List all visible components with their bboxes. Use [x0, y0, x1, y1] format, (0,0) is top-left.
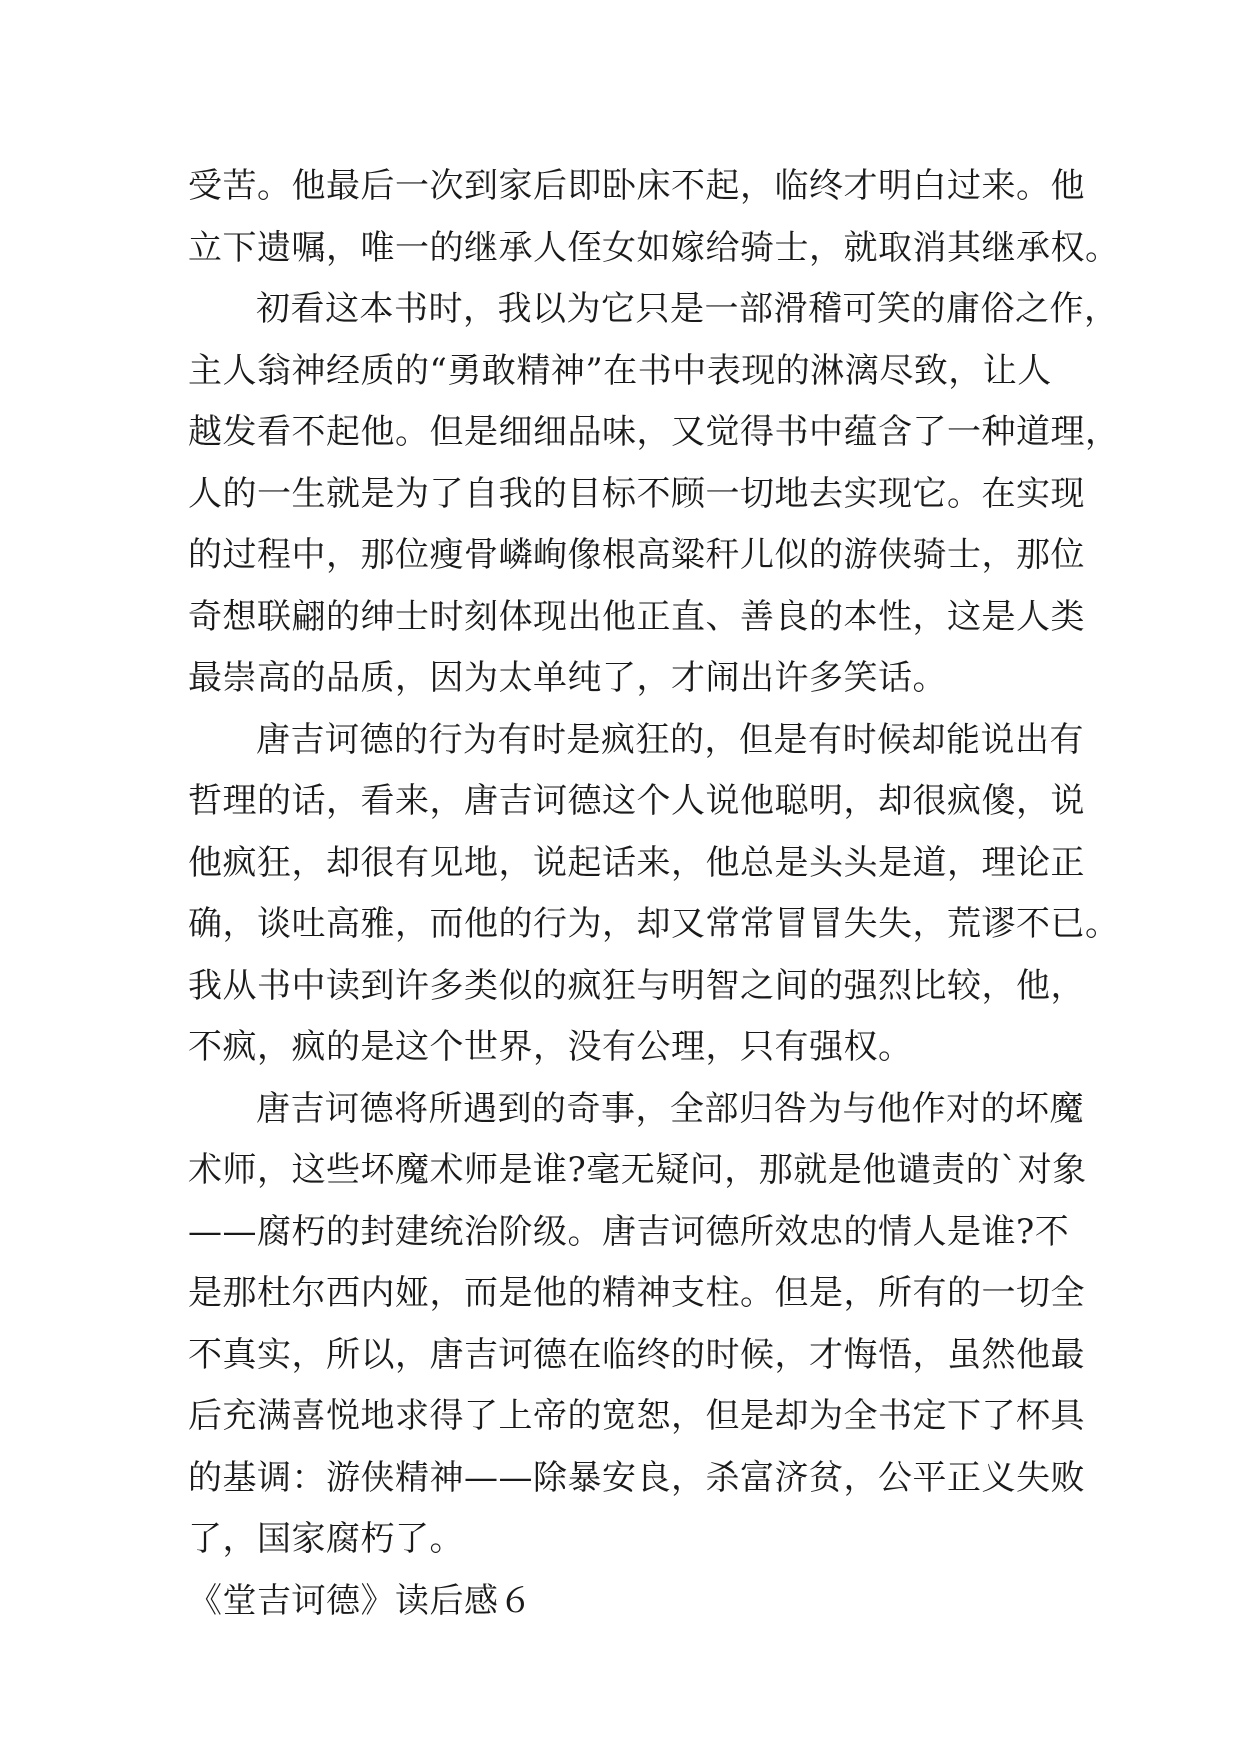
paragraph-4-line-4: 是那杜尔西内娅，而是他的精神支柱。但是，所有的一切全: [188, 1273, 1085, 1313]
document-body: [188, 156, 1120, 1632]
paragraph-4-line-2: 术师，这些坏魔术师是谁?毫无疑问，那就是他谴责的`对象: [188, 1150, 1087, 1190]
paragraph-1-line-1: 受苦。他最后一次到家后即卧床不起，临终才明白过来。他: [188, 166, 1085, 206]
paragraph-3-line-3: 他疯狂，却很有见地，说起话来，他总是头头是道，理论正: [188, 842, 1085, 883]
paragraph-3-line-5: 我从书中读到许多类似的疯狂与明智之间的强烈比较，他，: [188, 965, 1085, 1006]
paragraph-2-line-7: 最崇高的品质，因为太单纯了，才闹出许多笑话。: [188, 658, 947, 698]
paragraph-2-line-4: 人的一生就是为了自我的目标不顾一切地去实现它。在实现: [188, 473, 1085, 514]
paragraph-2-line-5: 的过程中，那位瘦骨嶙峋像根高粱秆儿似的游侠骑士，那位: [188, 535, 1085, 575]
paragraph-2-line-3: 越发看不起他。但是细细品味，又觉得书中蕴含了一种道理，: [188, 412, 1120, 452]
paragraph-4-line-7: 的基调：游侠精神——除暴安良，杀富济贫，公平正义失败: [188, 1457, 1085, 1498]
paragraph-4-line-8: 了，国家腐朽了。: [188, 1519, 464, 1559]
paragraph-3-line-2: 哲理的话，看来，唐吉诃德这个人说他聪明，却很疯傻，说: [188, 781, 1085, 821]
paragraph-4-line-5: 不真实，所以，唐吉诃德在临终的时候，才悔悟，虽然他最: [188, 1334, 1085, 1375]
paragraph-4-line-3: ——腐朽的封建统治阶级。唐吉诃德所效忠的情人是谁?不: [188, 1211, 1070, 1252]
paragraph-3-line-4: 确，谈吐高雅，而他的行为，却又常常冒冒失失，荒谬不已。: [188, 904, 1120, 944]
paragraph-2-line-2: 主人翁神经质的“勇敢精神”在书中表现的淋漓尽致，让人: [188, 350, 1052, 391]
paragraph-4-line-6: 后充满喜悦地求得了上帝的宽恕，但是却为全书定下了杯具: [188, 1396, 1085, 1436]
paragraph-3-line-6: 不疯，疯的是这个世界，没有公理，只有强权。: [188, 1027, 913, 1067]
section-heading: 《堂吉诃德》读后感６: [188, 1580, 533, 1621]
paragraph-4-line-1: 唐吉诃德将所遇到的奇事，全部归咎为与他作对的坏魔: [256, 1088, 1084, 1129]
paragraph-3-line-1: 唐吉诃德的行为有时是疯狂的，但是有时候却能说出有: [256, 719, 1084, 760]
paragraph-1-line-2: 立下遗嘱，唯一的继承人侄女如嫁给骑士，就取消其继承权。: [188, 227, 1120, 268]
paragraph-2-line-6: 奇想联翩的绅士时刻体现出他正直、善良的本性，这是人类: [188, 596, 1085, 637]
paragraph-2-line-1: 初看这本书时，我以为它只是一部滑稽可笑的庸俗之作，: [256, 289, 1119, 329]
